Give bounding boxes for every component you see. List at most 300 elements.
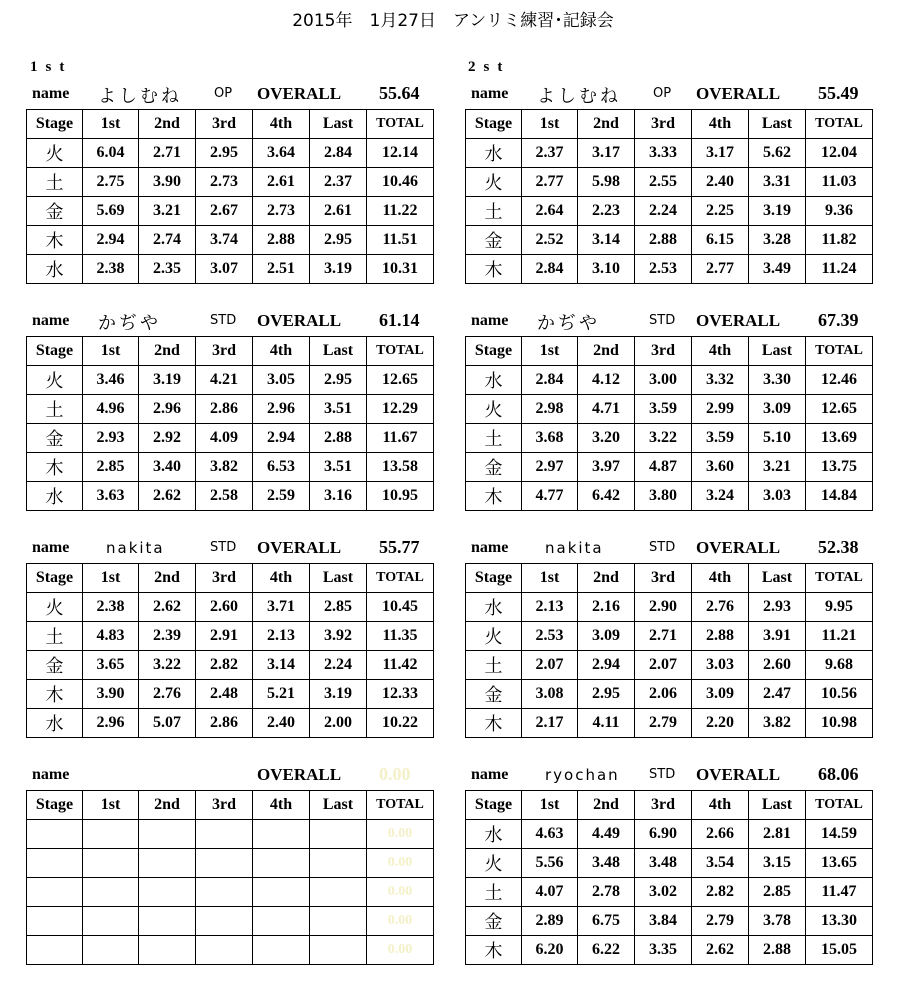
split-cell: 4.83 [83,622,139,651]
split-cell: 4.96 [83,395,139,424]
split-cell: 2.81 [749,820,806,849]
stage-cell: 木 [27,226,83,255]
stage-cell: 木 [466,709,522,738]
split-cell: 2.93 [749,593,806,622]
name-label: name [471,85,509,102]
column-header: 4th [253,564,310,593]
split-cell: 2.94 [253,424,310,453]
split-cell: 2.17 [522,709,578,738]
split-cell: 3.09 [692,680,749,709]
split-cell [83,849,139,878]
split-cell [310,907,367,936]
split-cell: 5.07 [139,709,196,738]
total-cell: 12.46 [806,366,873,395]
stage-cell: 金 [27,197,83,226]
split-cell [139,849,196,878]
overall-label: OVERALL [696,84,781,103]
total-cell: 11.42 [367,651,434,680]
split-cell: 3.05 [253,366,310,395]
overall-value: 55.64 [379,83,420,103]
table-row [466,651,873,680]
player-name: ryochan [545,766,620,784]
table-header-row [466,791,873,820]
split-cell: 3.97 [578,453,635,482]
table-row [466,936,873,965]
column-header: Last [749,564,806,593]
split-cell: 2.88 [310,424,367,453]
split-cell: 6.53 [253,453,310,482]
stage-cell: 水 [466,366,522,395]
column-header: 3rd [196,564,253,593]
column-header: Last [310,337,367,366]
split-cell: 3.19 [310,255,367,284]
table-row [27,226,434,255]
column-header: Stage [27,791,83,820]
split-cell: 3.22 [635,424,692,453]
round-label-2: 2st [468,59,511,75]
split-cell: 3.92 [310,622,367,651]
column-header: TOTAL [806,337,873,366]
split-cell: 2.84 [522,255,578,284]
split-cell: 6.22 [578,936,635,965]
split-cell: 3.16 [310,482,367,511]
split-cell: 2.94 [83,226,139,255]
player-name: nakita [106,539,165,557]
column-header: TOTAL [806,791,873,820]
table-row [27,255,434,284]
split-cell [83,907,139,936]
stage-cell: 土 [466,424,522,453]
split-cell: 2.38 [83,255,139,284]
split-cell [139,936,196,965]
split-cell: 2.61 [310,197,367,226]
split-cell: 2.91 [196,622,253,651]
stage-cell: 水 [27,482,83,511]
table-row [27,424,434,453]
column-header: 2nd [578,337,635,366]
split-cell [253,878,310,907]
split-cell: 2.96 [139,395,196,424]
split-cell: 3.03 [749,482,806,511]
split-cell: 2.94 [578,651,635,680]
table-row [466,622,873,651]
split-cell: 5.98 [578,168,635,197]
split-cell: 2.40 [253,709,310,738]
total-cell: 9.95 [806,593,873,622]
split-cell: 6.42 [578,482,635,511]
split-cell: 2.13 [253,622,310,651]
table-row [466,139,873,168]
table-row [27,139,434,168]
split-cell: 3.46 [83,366,139,395]
split-cell [139,820,196,849]
total-cell: 11.35 [367,622,434,651]
split-cell: 2.77 [522,168,578,197]
split-cell: 2.73 [196,168,253,197]
split-cell: 2.88 [692,622,749,651]
column-header: Last [310,791,367,820]
split-cell: 2.71 [139,139,196,168]
table-row [466,226,873,255]
split-cell: 2.78 [578,878,635,907]
table-row [27,907,434,936]
overall-value: 68.06 [818,764,859,784]
column-header: 2nd [578,791,635,820]
split-cell: 2.92 [139,424,196,453]
split-cell: 3.63 [83,482,139,511]
column-header: 4th [692,337,749,366]
split-cell: 2.00 [310,709,367,738]
total-cell: 11.24 [806,255,873,284]
total-cell: 12.33 [367,680,434,709]
overall-label: OVERALL [257,84,342,103]
score-table [26,563,434,738]
split-cell: 3.07 [196,255,253,284]
total-cell: 10.56 [806,680,873,709]
column-header: 3rd [196,791,253,820]
split-cell: 3.15 [749,849,806,878]
split-cell: 2.73 [253,197,310,226]
split-cell: 3.03 [692,651,749,680]
split-cell [253,907,310,936]
split-cell: 3.02 [635,878,692,907]
stage-cell [27,878,83,907]
split-cell: 2.51 [253,255,310,284]
split-cell: 5.21 [253,680,310,709]
split-cell: 2.95 [310,226,367,255]
column-header: Stage [27,564,83,593]
column-header: TOTAL [367,110,434,139]
stage-cell [27,849,83,878]
split-cell: 2.25 [692,197,749,226]
column-header: Stage [466,791,522,820]
stage-cell: 水 [466,820,522,849]
total-cell: 13.75 [806,453,873,482]
split-cell: 3.17 [692,139,749,168]
column-header: TOTAL [367,564,434,593]
split-cell: 4.77 [522,482,578,511]
split-cell [310,820,367,849]
split-cell: 2.60 [196,593,253,622]
column-header: 1st [522,791,578,820]
split-cell: 3.90 [139,168,196,197]
split-cell: 4.09 [196,424,253,453]
class-badge: STD [210,313,237,328]
split-cell [310,936,367,965]
total-cell: 11.21 [806,622,873,651]
table-row [466,709,873,738]
table-row [466,255,873,284]
split-cell: 3.65 [83,651,139,680]
overall-value: 67.39 [818,310,859,330]
table-header-row [27,337,434,366]
split-cell: 3.64 [253,139,310,168]
total-cell: 0.00 [367,849,434,878]
split-cell: 2.67 [196,197,253,226]
table-row [27,482,434,511]
split-cell: 3.59 [692,424,749,453]
split-cell: 3.82 [749,709,806,738]
split-cell: 2.62 [139,593,196,622]
table-row [466,366,873,395]
split-cell [310,878,367,907]
stage-cell: 木 [466,482,522,511]
table-row [27,878,434,907]
split-cell: 3.19 [139,366,196,395]
column-header: 2nd [578,564,635,593]
name-label: name [471,766,509,783]
total-cell: 12.65 [806,395,873,424]
split-cell: 2.23 [578,197,635,226]
split-cell: 3.60 [692,453,749,482]
stage-cell: 水 [466,139,522,168]
split-cell: 2.13 [522,593,578,622]
split-cell [253,849,310,878]
split-cell: 2.37 [522,139,578,168]
split-cell: 2.47 [749,680,806,709]
split-cell: 2.93 [83,424,139,453]
split-cell: 2.85 [83,453,139,482]
total-cell: 11.22 [367,197,434,226]
total-cell: 12.14 [367,139,434,168]
split-cell [83,936,139,965]
split-cell: 2.66 [692,820,749,849]
split-cell: 2.48 [196,680,253,709]
column-header: Last [749,110,806,139]
split-cell: 2.39 [139,622,196,651]
total-cell: 12.04 [806,139,873,168]
stage-cell: 金 [27,424,83,453]
class-badge: OP [214,86,233,101]
player-header [465,536,906,562]
table-header-row [466,337,873,366]
table-row [27,197,434,226]
table-row [466,395,873,424]
player-name: よしむね [98,86,182,107]
table-row [466,878,873,907]
split-cell: 3.84 [635,907,692,936]
stage-cell: 木 [466,255,522,284]
split-cell: 3.32 [692,366,749,395]
split-cell: 4.21 [196,366,253,395]
split-cell: 3.48 [578,849,635,878]
split-cell: 3.30 [749,366,806,395]
split-cell: 3.33 [635,139,692,168]
column-header: 3rd [196,337,253,366]
split-cell [196,907,253,936]
stage-cell: 金 [466,453,522,482]
column-header: TOTAL [806,564,873,593]
total-cell: 10.95 [367,482,434,511]
name-label: name [32,85,70,102]
split-cell: 2.88 [253,226,310,255]
split-cell: 3.51 [310,395,367,424]
split-cell: 2.53 [522,622,578,651]
table-row [466,849,873,878]
score-table [26,790,434,965]
split-cell: 3.21 [139,197,196,226]
split-cell: 6.20 [522,936,578,965]
player-name: よしむね [537,86,621,107]
stage-cell: 火 [466,849,522,878]
table-row [466,907,873,936]
stage-cell: 木 [466,936,522,965]
total-cell: 0.00 [367,878,434,907]
column-header: 3rd [635,110,692,139]
column-header: 1st [83,564,139,593]
column-header: 3rd [635,337,692,366]
score-table [465,336,873,511]
split-cell: 3.21 [749,453,806,482]
name-label: name [471,312,509,329]
split-cell: 3.17 [578,139,635,168]
table-row [466,482,873,511]
split-cell [310,849,367,878]
overall-value: 55.77 [379,537,420,557]
total-cell: 0.00 [367,907,434,936]
split-cell [196,878,253,907]
column-header: 2nd [139,791,196,820]
split-cell: 2.06 [635,680,692,709]
total-cell: 14.84 [806,482,873,511]
stage-cell: 水 [27,709,83,738]
total-cell: 10.31 [367,255,434,284]
stage-cell: 火 [27,139,83,168]
split-cell: 2.79 [692,907,749,936]
column-header: TOTAL [367,337,434,366]
column-header: Stage [466,564,522,593]
split-cell: 2.84 [310,139,367,168]
split-cell: 2.96 [253,395,310,424]
stage-cell: 土 [27,168,83,197]
split-cell: 2.85 [749,878,806,907]
table-row [27,651,434,680]
player-name: かぢや [98,313,161,334]
split-cell [253,820,310,849]
total-cell: 11.47 [806,878,873,907]
table-header-row [466,110,873,139]
column-header: 2nd [139,564,196,593]
split-cell: 2.88 [749,936,806,965]
split-cell: 2.74 [139,226,196,255]
split-cell: 3.59 [635,395,692,424]
name-label: name [32,766,70,783]
split-cell: 2.85 [310,593,367,622]
split-cell: 2.98 [522,395,578,424]
split-cell: 4.11 [578,709,635,738]
split-cell: 2.60 [749,651,806,680]
column-header: 2nd [139,110,196,139]
split-cell: 2.96 [83,709,139,738]
name-label: name [32,539,70,556]
total-cell: 11.82 [806,226,873,255]
class-badge: STD [210,540,237,555]
split-cell: 2.90 [635,593,692,622]
stage-cell: 火 [27,366,83,395]
overall-value: 52.38 [818,537,859,557]
table-header-row [27,110,434,139]
column-header: 3rd [635,564,692,593]
split-cell: 2.07 [635,651,692,680]
split-cell: 3.51 [310,453,367,482]
column-header: 4th [253,791,310,820]
split-cell: 3.49 [749,255,806,284]
stage-cell [27,820,83,849]
stage-cell: 水 [466,593,522,622]
total-cell: 15.05 [806,936,873,965]
split-cell: 3.19 [749,197,806,226]
score-table [465,790,873,965]
split-cell: 2.35 [139,255,196,284]
split-cell: 2.55 [635,168,692,197]
split-cell: 2.24 [310,651,367,680]
overall-value: 61.14 [379,310,420,330]
column-header: 4th [692,791,749,820]
table-row [27,366,434,395]
column-header: TOTAL [367,791,434,820]
column-header: Last [749,791,806,820]
split-cell: 4.63 [522,820,578,849]
column-header: 2nd [139,337,196,366]
total-cell: 11.51 [367,226,434,255]
split-cell: 2.76 [139,680,196,709]
total-cell: 13.58 [367,453,434,482]
overall-label: OVERALL [696,311,781,330]
player-header [465,763,906,789]
stage-cell: 火 [466,622,522,651]
column-header: 3rd [635,791,692,820]
split-cell: 2.77 [692,255,749,284]
split-cell: 2.95 [578,680,635,709]
table-row [27,680,434,709]
split-cell: 2.75 [83,168,139,197]
table-row [466,453,873,482]
split-cell: 2.24 [635,197,692,226]
split-cell [139,907,196,936]
split-cell: 2.82 [196,651,253,680]
split-cell: 2.97 [522,453,578,482]
player-name: nakita [545,539,604,557]
split-cell: 3.82 [196,453,253,482]
total-cell: 10.45 [367,593,434,622]
stage-cell: 火 [27,593,83,622]
split-cell: 3.80 [635,482,692,511]
overall-label: OVERALL [696,765,781,784]
stage-cell: 木 [27,453,83,482]
split-cell [196,849,253,878]
total-cell: 9.36 [806,197,873,226]
column-header: Stage [27,110,83,139]
column-header: 1st [83,110,139,139]
column-header: 3rd [196,110,253,139]
column-header: 4th [253,110,310,139]
class-badge: STD [649,313,676,328]
table-row [466,424,873,453]
stage-cell: 金 [466,907,522,936]
split-cell: 6.90 [635,820,692,849]
split-cell: 3.31 [749,168,806,197]
stage-cell: 水 [27,255,83,284]
total-cell: 13.69 [806,424,873,453]
player-header [465,82,906,108]
split-cell: 2.38 [83,593,139,622]
split-cell: 5.62 [749,139,806,168]
split-cell: 3.24 [692,482,749,511]
total-cell: 12.29 [367,395,434,424]
split-cell: 6.15 [692,226,749,255]
split-cell: 2.76 [692,593,749,622]
stage-cell: 土 [466,651,522,680]
